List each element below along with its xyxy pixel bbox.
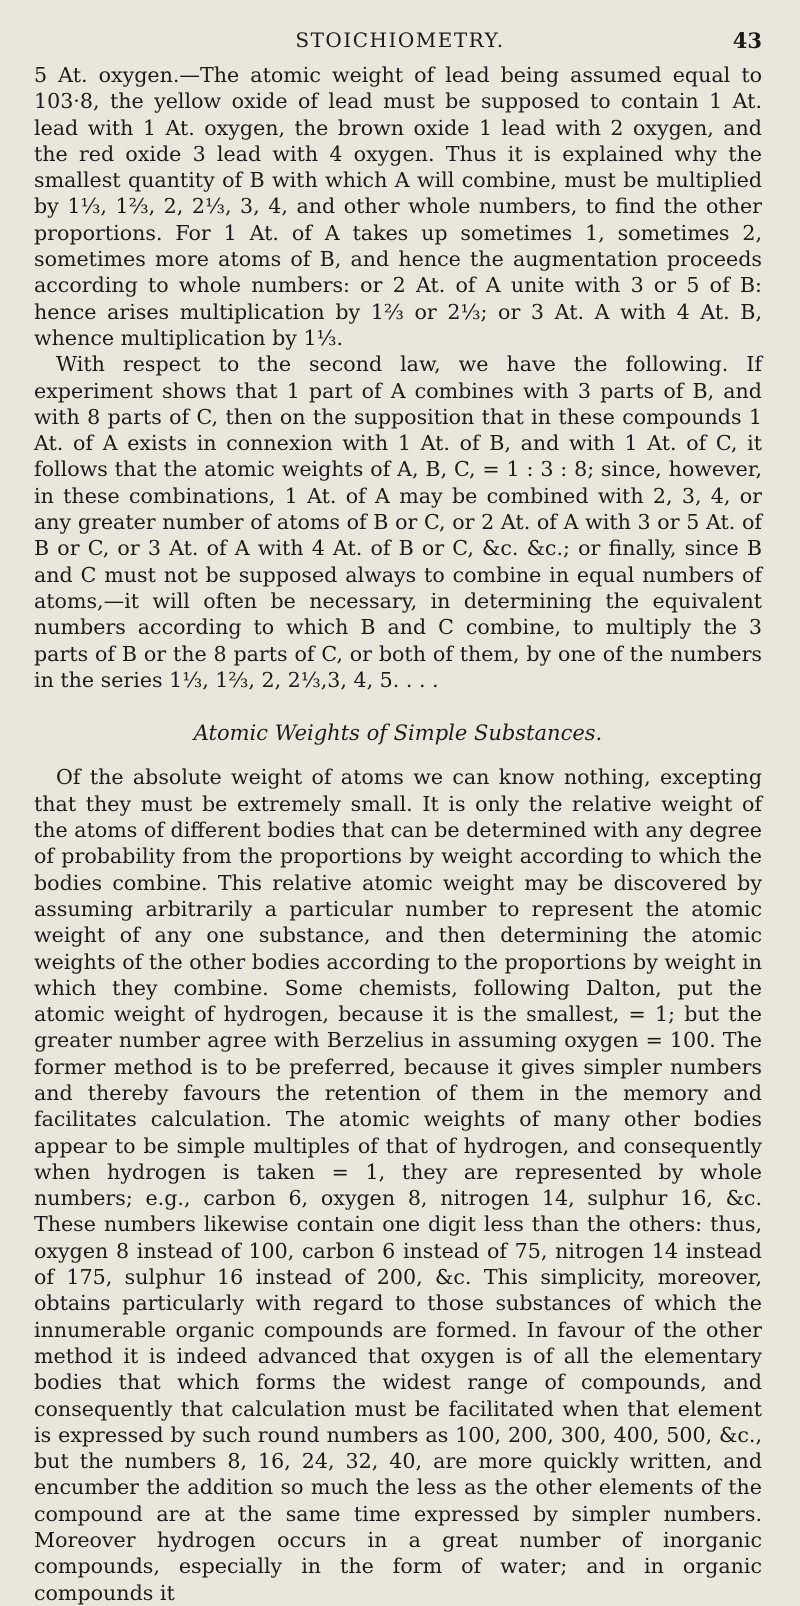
page-header	[38, 28, 762, 56]
running-head: STOICHIOMETRY.	[295, 28, 505, 52]
section-heading: Atomic Weights of Simple Substances.	[193, 721, 603, 746]
page-number: 43	[732, 28, 762, 53]
paragraph-atomic-weights: Of the absolute weight of atoms we can know nothing, excepting that they must be extremely small. It is only the relative weight of the atoms of different bodies that can be determined with any degree of probability from the proportions by weight according to which the bodies combine. This relative atomic weight may be discovered by assuming arbitrarily a particular number to represent the atomic weight of any one substance, and then determining the atomic weights of the other bodies according to the proportions by weight in which they combine. Some chemists, following Dalton, put the atomic weight of hydrogen, because it is the smallest, = 1; but the greater number agree with Berzelius in assuming oxygen = 100. The former method is to be preferred, because it gives simpler numbers and thereby favours the retention of them in the memory and facilitates calculation. The atomic weights of many other bodies appear to be simple multiples of that of hydrogen, and consequently when hydrogen is taken = 1, they are represented by whole numbers; e.g., carbon 6, oxygen 8, nitrogen 14, sulphur 16, &c. These numbers likewise contain one digit less than the others: thus, oxygen 8 instead of 100, carbon 6 instead of 75, nitrogen 14 instead of 175, sulphur 16 instead of 200, &c. This simplicity, moreover, obtains particularly with regard to those substances of which the innumerable organic compounds are formed. In favour of the other method it is indeed advanced that oxygen is of all the elementary bodies that which forms the widest range of compounds, and consequently that calculation must be facilitated when that element is expressed by such round numbers as 100, 200, 300, 400, 500, &c., but the numbers 8, 16, 24, 32, 40, are more quickly written, and encumber the addition so much the less as the other elements of the compound are at the same time expressed by simpler numbers. Moreover hydrogen occurs in a great number of inorganic compounds, especially in the form of water; and in organic compounds it	[34, 765, 762, 1605]
paragraph-second-law: With respect to the second law, we have the following. If experiment shows that 1 part of A combines with 3 parts of B, and with 8 parts of C, then on the supposition that in these compounds 1 At. of A exists in connexion with 1 At. of B, and with 1 At. of C, it follows that the atomic weights of A, B, C, = 1 : 3 : 8; since, however, in these combinations, 1 At. of A may be combined with 2, 3, 4, or any greater number of atoms of B or C, or 2 At. of A with 3 or 5 At. of B or C, or 3 At. of A with 4 At. of B or C, &c. &c.; or finally, since B and C must not be supposed always to combine in equal numbers of atoms,—it will often be necessary, in determining the equivalent numbers according to which B and C combine, to multiply the 3 parts of B or the 8 parts of C, or both of them, by one of the numbers in the series 1⅓, 1⅔, 2, 2⅓,3, 4, 5. . . .	[34, 352, 762, 692]
body-text	[34, 62, 762, 1606]
paragraph-continuation: 5 At. oxygen.—The atomic weight of lead being assumed equal to 103·8, the yellow oxide of lead must be supposed to contain 1 At. lead with 1 At. oxygen, the brown oxide 1 lead with 2 oxygen, and the red oxide 3 lead with 4 oxygen. Thus it is explained why the smallest quantity of B with which A will combine, must be multiplied by 1⅓, 1⅔, 2, 2⅓, 3, 4, and other whole numbers, to find the other proportions. For 1 At. of A takes up sometimes 1, sometimes 2, sometimes more atoms of B, and hence the augmentation proceeds according to whole numbers: or 2 At. of A unite with 3 or 5 of B: hence arises multiplication by 1⅔ or 2⅓; or 3 At. A with 4 At. B, whence multiplication by 1⅓.	[34, 63, 762, 350]
